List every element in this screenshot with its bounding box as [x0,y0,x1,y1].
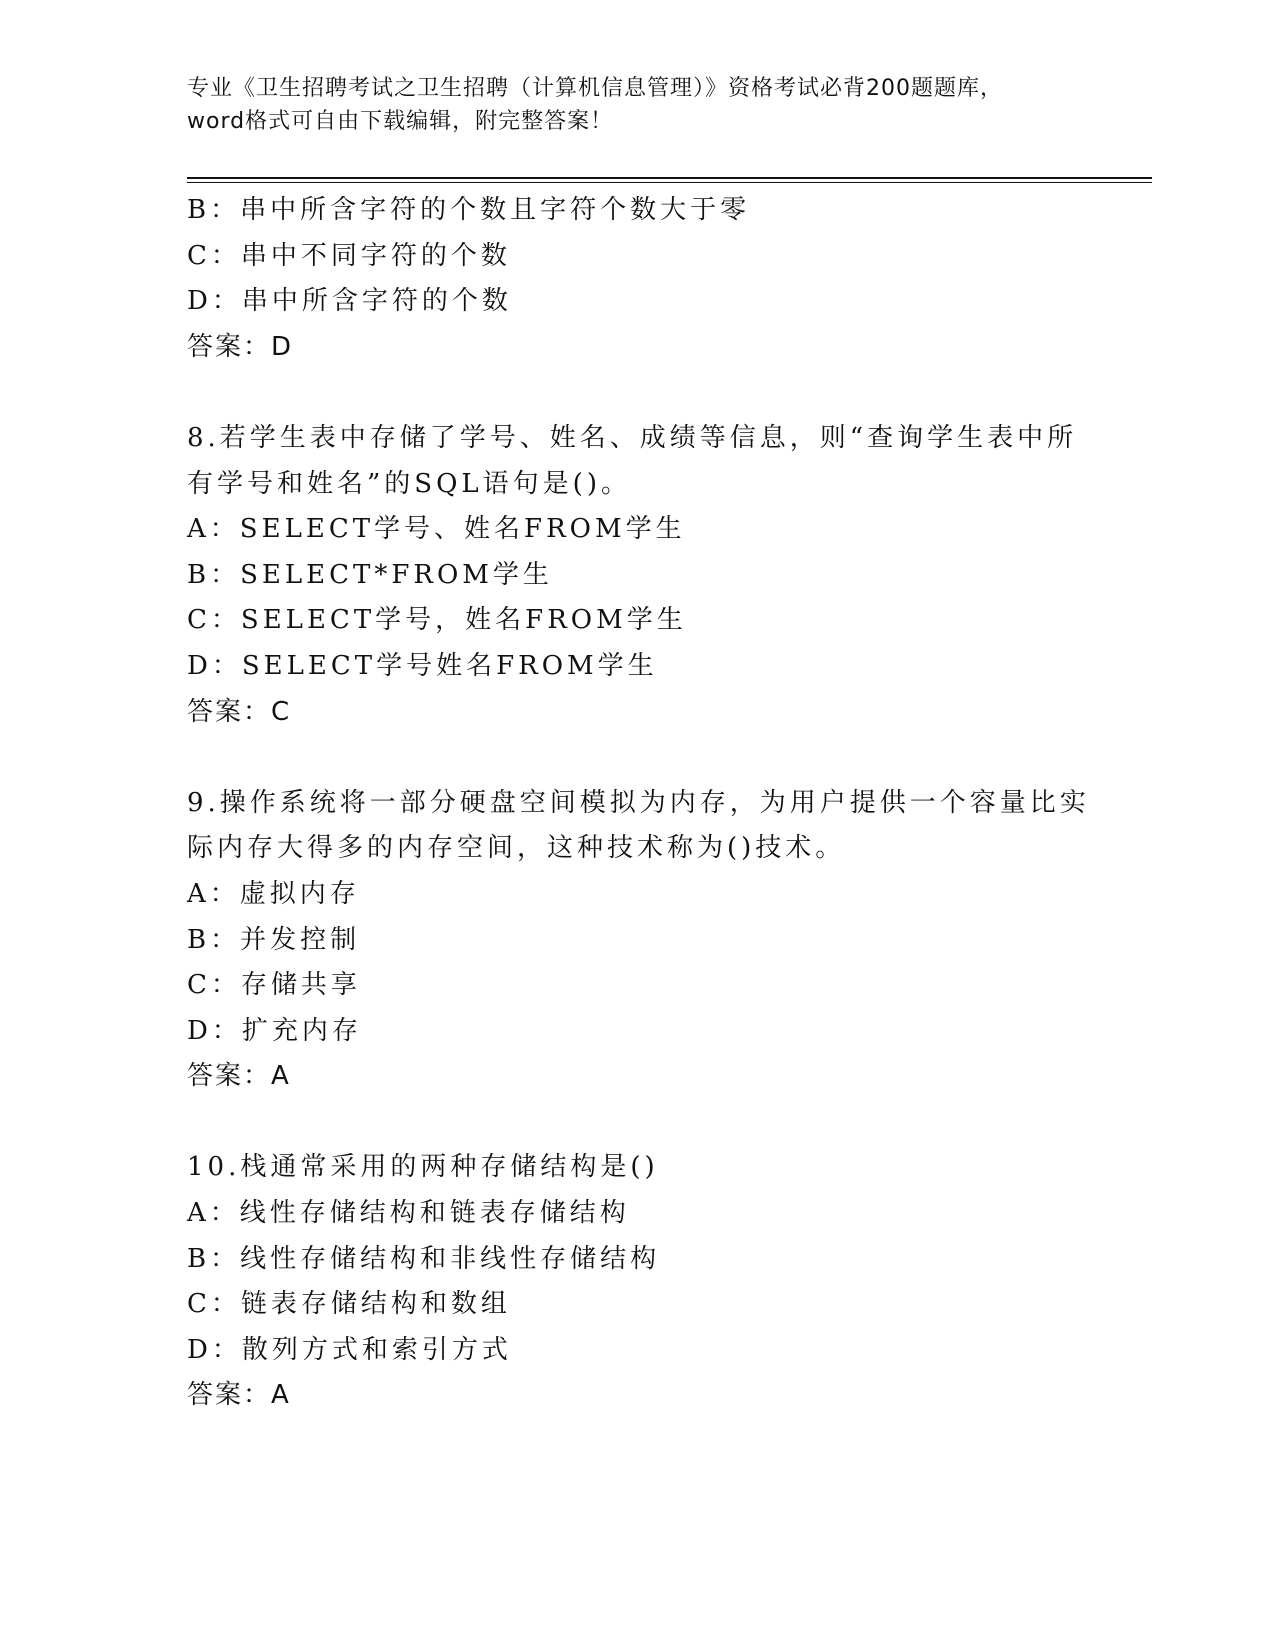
option-a: A：虚拟内存 [187,878,360,909]
question-stem-line: 8.若学生表中存储了学号、姓名、成绩等信息，则“查询学生表中所 [187,422,1078,453]
question-stem-line: 有学号和姓名”的SQL语句是()。 [187,468,631,499]
option-b: B：SELECT*FROM学生 [187,559,553,590]
answer-line: 答案：C [187,696,292,727]
header-divider-thick [187,177,1152,179]
option-c: C：存储共享 [187,970,361,1001]
header-title-line-1: 专业《卫生招聘考试之卫生招聘（计算机信息管理）》资格考试必背200题题库， [187,76,1003,101]
question-spacer [187,735,1087,781]
answer-line: 答案：A [187,1380,291,1411]
answer-line: 答案：D [187,331,294,362]
question-list [187,188,1090,1419]
option-b: B：并发控制 [187,924,361,955]
option-c: C：串中不同字符的个数 [187,240,511,271]
option-d: D：散列方式和索引方式 [187,1334,512,1365]
option-d: D：串中所含字符的个数 [187,286,512,317]
question-block-10 [187,1145,1087,1419]
question-block-8 [187,416,1087,735]
question-spacer [187,1100,1087,1146]
question-stem-line: 9.操作系统将一部分硬盘空间模拟为内存，为用户提供一个容量比实 [187,787,1090,818]
option-a: A：SELECT学号、姓名FROM学生 [187,514,686,545]
option-d: D：SELECT学号姓名FROM学生 [187,650,658,681]
option-c: C：链表存储结构和数组 [187,1289,511,1320]
answer-line: 答案：A [187,1061,291,1092]
document-header [187,72,1087,138]
option-d: D：扩充内存 [187,1015,362,1046]
header-divider-thin [187,182,1152,183]
question-spacer [187,370,1087,416]
option-b: B：串中所含字符的个数且字符个数大于零 [187,195,751,225]
question-block-9 [187,781,1090,1100]
question-stem-line: 10.栈通常采用的两种存储结构是() [187,1152,659,1183]
question-block-carry-over [187,188,1087,370]
option-b: B：线性存储结构和非线性存储结构 [187,1243,661,1274]
header-title-line-2: word格式可自由下载编辑，附完整答案！ [187,109,614,134]
option-a: A：线性存储结构和链表存储结构 [187,1198,630,1229]
option-c: C：SELECT学号，姓名FROM学生 [187,605,687,636]
question-stem-line: 际内存大得多的内存空间，这种技术称为()技术。 [187,833,846,864]
